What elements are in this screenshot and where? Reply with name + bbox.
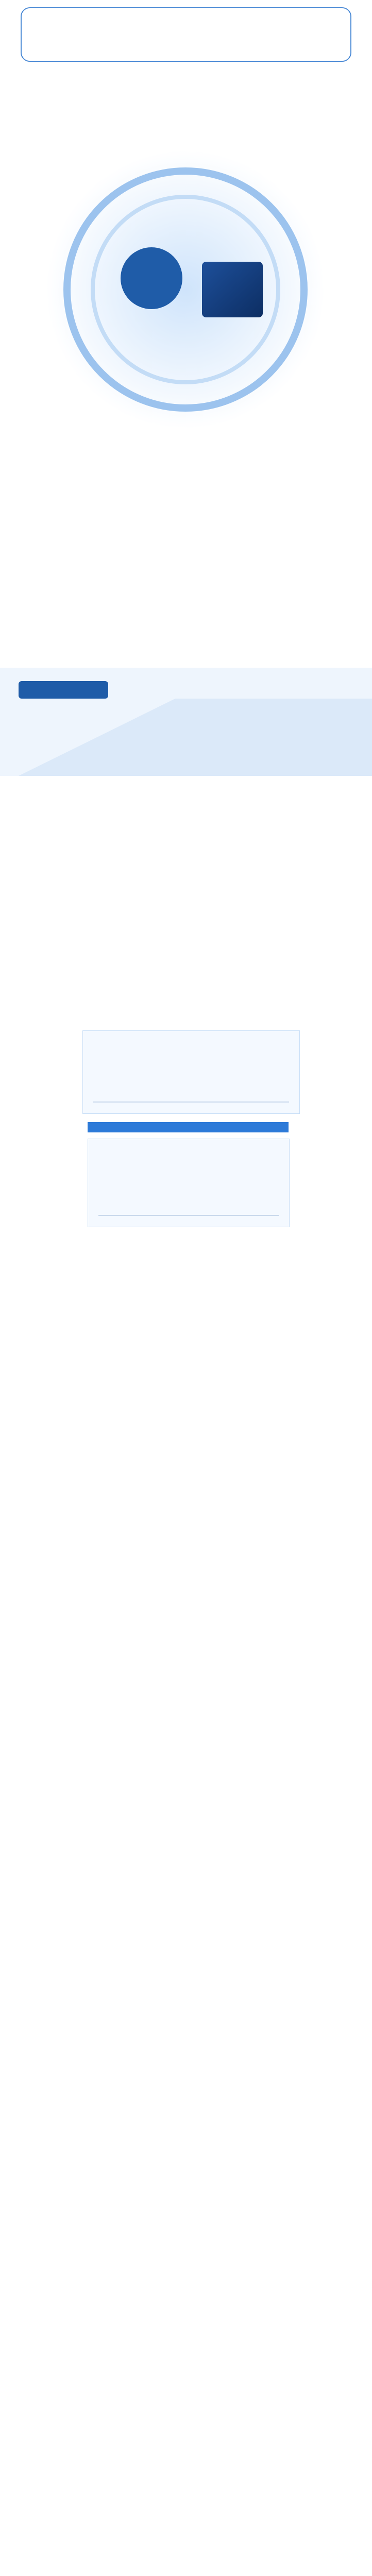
chart-1: [82, 1030, 300, 1114]
intro-box: [21, 7, 351, 62]
chip-graphic: [202, 262, 263, 317]
hero-infographic: [0, 135, 372, 434]
hero-title: [124, 258, 180, 299]
banner-infographic: [0, 668, 372, 776]
section-title-2: [0, 1257, 372, 1278]
chart-1-svg: [83, 1031, 299, 1113]
section-title-1: [0, 453, 372, 474]
chart-2-svg: [88, 1139, 289, 1227]
section-title-3: [0, 1824, 372, 1844]
chart-2-title-strip: [88, 1122, 289, 1132]
hero-glow: [46, 150, 325, 429]
hero-graphic: [0, 135, 372, 434]
chart-2: [88, 1139, 290, 1227]
banner-label-bar: [19, 681, 108, 699]
